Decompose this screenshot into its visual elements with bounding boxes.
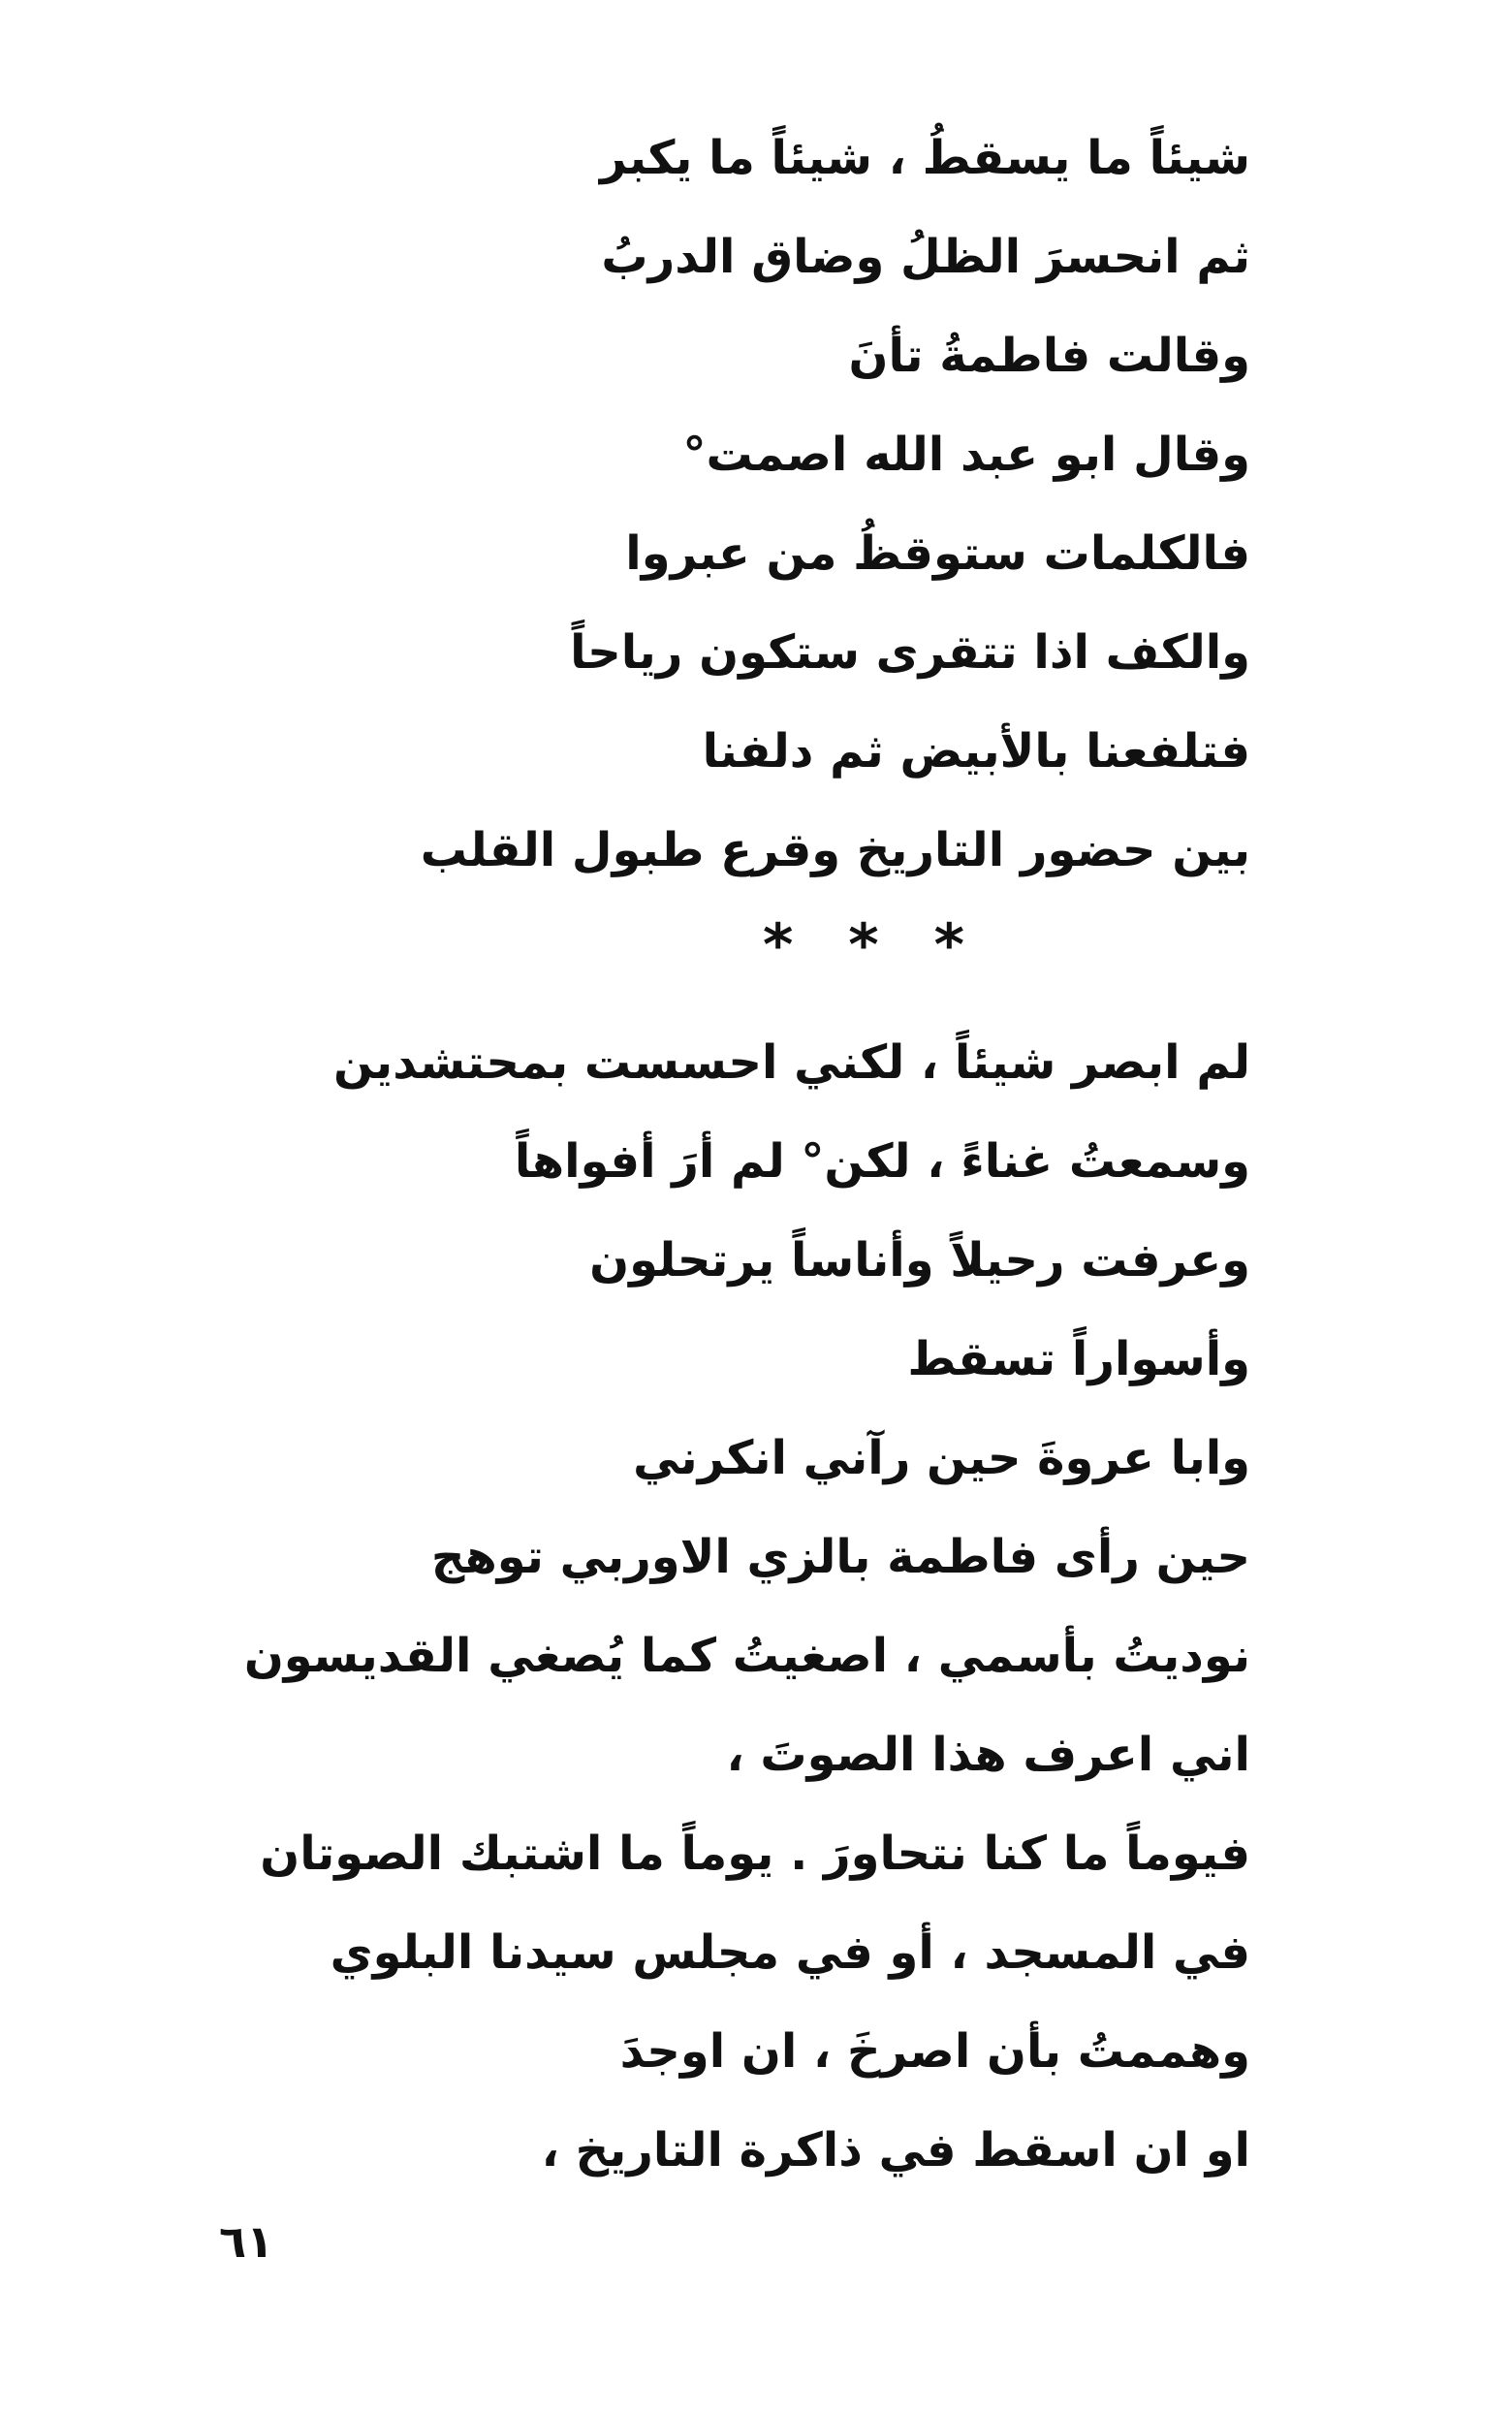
verse-line: لم ابصر شيئاً ، لكني احسست بمحتشدين — [332, 1035, 1250, 1090]
verse-line: وسمعتُ غناءً ، لكن° لم أرَ أفواهاً — [514, 1134, 1250, 1189]
verse-line: بين حضور التاريخ وقرع طبول القلب — [420, 823, 1250, 877]
verse-line: نوديتُ بأسمي ، اصغيتُ كما يُصغي القديسون — [243, 1629, 1250, 1683]
verse-line: وقالت فاطمةُ تأنَ — [848, 329, 1250, 383]
verse-line: وقال ابو عبد الله اصمت° — [682, 428, 1250, 482]
verse-line: شيئاً ما يسقطُ ، شيئاً ما يكبر — [599, 131, 1250, 185]
verse-line: في المسجد ، أو في مجلس سيدنا البلوي — [330, 1925, 1250, 1980]
verse-line: ثم انحسرَ الظلُ وضاق الدربُ — [601, 230, 1250, 284]
verse-line: وهممتُ بأن اصرخَ ، ان اوجدَ — [619, 2024, 1250, 2079]
verse-line: وأسواراً تسقط — [907, 1332, 1250, 1386]
page-number: ٦١ — [219, 2215, 274, 2268]
verse-line: او ان اسقط في ذاكرة التاريخ ، — [541, 2123, 1250, 2178]
verse-line: فتلفعنا بالأبيض ثم دلفنا — [702, 724, 1250, 779]
verse-line: وعرفت رحيلاً وأناساً يرتحلون — [589, 1233, 1250, 1287]
verse-line: فالكلمات ستوقظُ من عبروا — [625, 526, 1250, 581]
verse-line: وابا عروةَ حين رآني انكرني — [633, 1431, 1250, 1485]
poem-stanza-2 — [165, 1013, 1250, 2200]
poem-stanza-1 — [165, 109, 1250, 900]
verse-line: فيوماً ما كنا نتحاورَ . يوماً ما اشتبك الصوتان — [260, 1827, 1250, 1881]
stanza-separator: * * * — [763, 911, 982, 979]
verse-line: والكف اذا تتقرى ستكون رياحاً — [570, 625, 1250, 680]
verse-line: حين رأى فاطمة بالزي الاوربي توهج — [430, 1530, 1250, 1584]
verse-line: اني اعرف هذا الصوتَ ، — [726, 1728, 1250, 1782]
